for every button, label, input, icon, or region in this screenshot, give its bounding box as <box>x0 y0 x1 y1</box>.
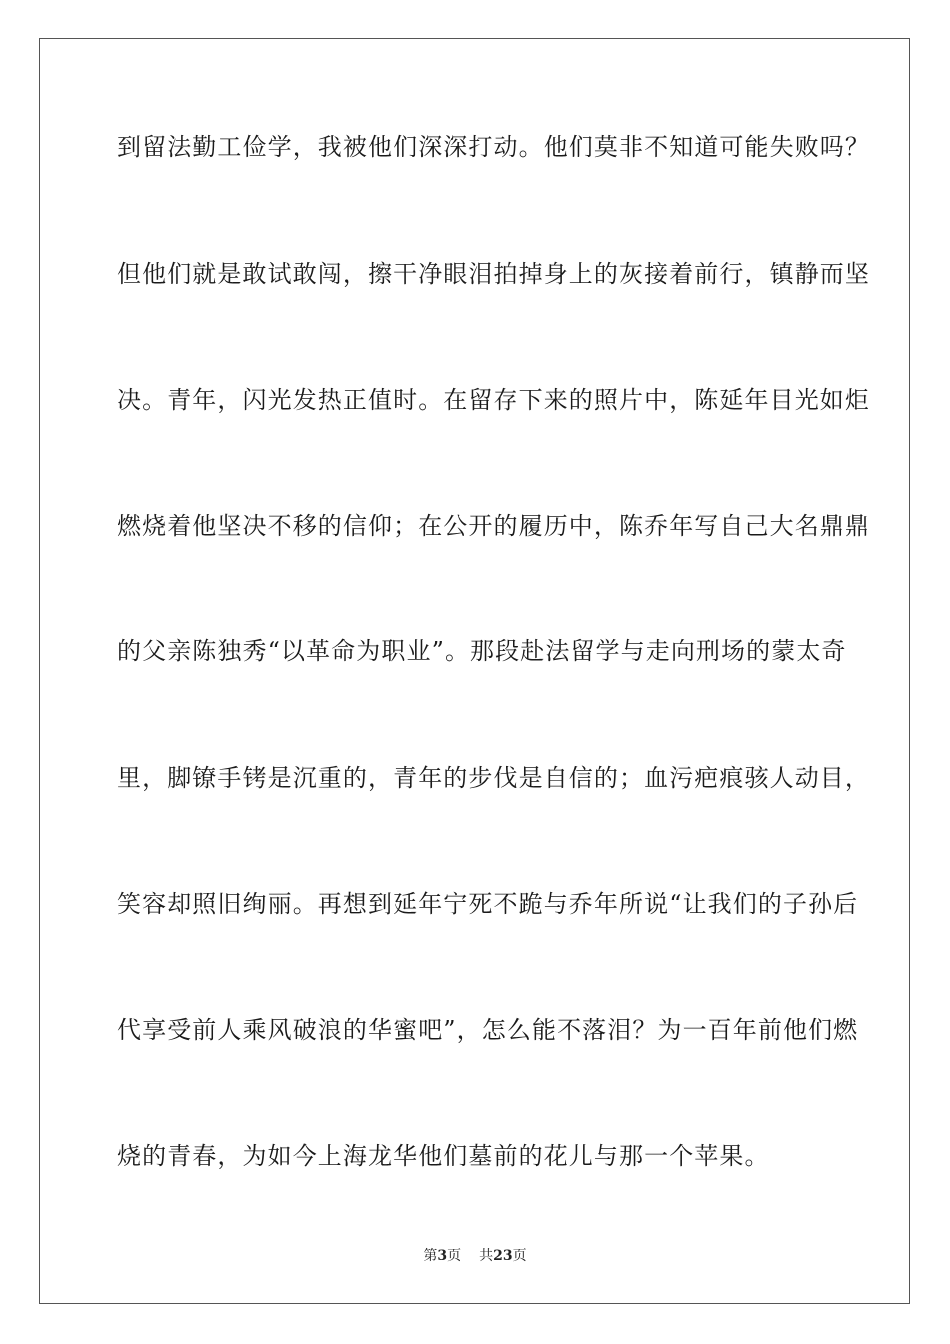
body-text-line-7: 笑容却照旧绚丽。再想到延年宁死不跪与乔年所说“让我们的子孙后 <box>117 890 859 918</box>
body-text-line-9: 烧的青春，为如今上海龙华他们墓前的花儿与那一个苹果。 <box>117 1142 770 1170</box>
page-footer <box>0 1247 950 1265</box>
body-text-line-1: 到留法勤工俭学，我被他们深深打动。他们莫非不知道可能失败吗？ <box>117 133 870 161</box>
body-text-line-4: 燃烧着他坚决不移的信仰；在公开的履历中，陈乔年写自己大名鼎鼎 <box>117 512 870 540</box>
page-suffix: 页 <box>447 1248 462 1264</box>
body-text-line-3: 决。青年，闪光发热正值时。在留存下来的照片中，陈延年目光如炬 <box>117 386 870 414</box>
total-pages: 23 <box>493 1248 513 1264</box>
body-text-line-5: 的父亲陈独秀“以革命为职业”。那段赴法留学与走向刑场的蒙太奇 <box>117 637 847 665</box>
body-text-line-6: 里，脚镣手铐是沉重的，青年的步伐是自信的；血污疤痕骇人动目， <box>117 764 870 792</box>
page-prefix: 第 <box>423 1248 438 1264</box>
page-border <box>39 38 910 1304</box>
total-suffix: 页 <box>512 1248 527 1264</box>
page-number: 3 <box>437 1248 448 1264</box>
total-prefix: 共 <box>479 1248 494 1264</box>
body-text-line-8: 代享受前人乘风破浪的华蜜吧”，怎么能不落泪？为一百年前他们燃 <box>117 1016 859 1044</box>
body-text-line-2: 但他们就是敢试敢闯，擦干净眼泪拍掉身上的灰接着前行，镇静而坚 <box>117 260 870 288</box>
